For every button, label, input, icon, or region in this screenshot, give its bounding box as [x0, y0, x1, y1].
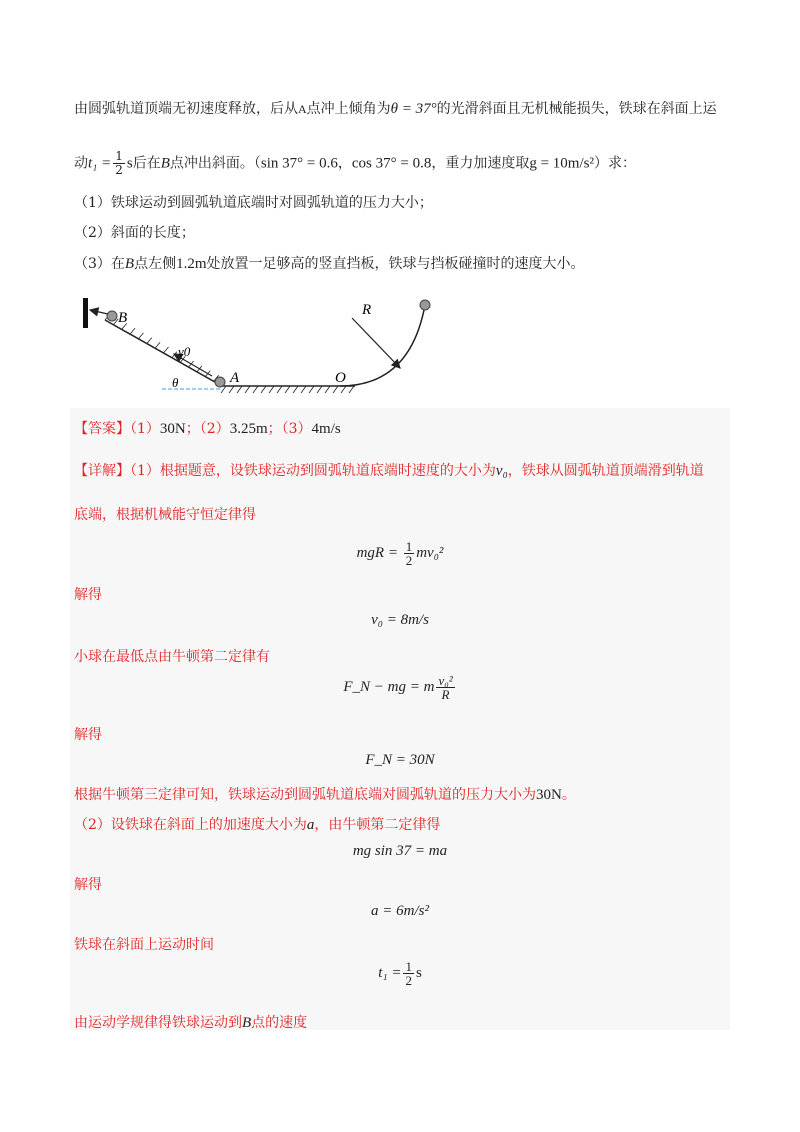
- equation-fn: F_N = 30N: [365, 752, 435, 768]
- label-o: O: [335, 370, 346, 386]
- detail-line-7: [74, 1012, 307, 1032]
- eq-left: mgR =: [356, 544, 398, 561]
- text: 。: [561, 787, 576, 803]
- label-a: A: [230, 370, 240, 386]
- detail-line-1: [74, 460, 704, 480]
- distance-value: 1.2m: [176, 256, 207, 272]
- text: ，重力加速度取: [431, 155, 530, 172]
- question-part-2: （2）斜面的长度；: [74, 225, 195, 241]
- time-fraction: [113, 150, 125, 177]
- sin-value: sin 37° = 0.6: [260, 155, 338, 172]
- hatch-mark: [245, 386, 250, 393]
- answer-tag: 【答案】: [74, 421, 130, 437]
- barrier: [83, 298, 88, 328]
- text: （2）: [199, 421, 230, 437]
- hatch-mark: [325, 386, 330, 393]
- hatch-mark: [285, 386, 290, 393]
- solve-label-2: 解得: [74, 727, 102, 743]
- eq-fraction: [404, 540, 415, 567]
- hatch-mark: [147, 338, 152, 344]
- detail-tag: 【详解】: [74, 463, 130, 479]
- hatch-mark: [164, 347, 169, 353]
- ball-b-velocity-arrow: [90, 310, 108, 314]
- hatch-mark: [138, 333, 143, 339]
- physics-diagram: [70, 290, 450, 402]
- time-unit: s: [126, 155, 133, 172]
- text: 点冲出斜面。（: [169, 155, 261, 172]
- text: 动: [74, 155, 88, 172]
- eq-right: mv₀²: [416, 544, 444, 561]
- fraction-numerator: v₀²: [438, 673, 453, 688]
- hatch-mark: [229, 386, 234, 393]
- equation-incline: mg sin 37 = ma: [352, 843, 448, 859]
- solve-label-1: 解得: [74, 587, 102, 603]
- eq-left: F_N − mg = m: [343, 678, 435, 695]
- hatch-mark: [317, 386, 322, 393]
- text: 的光滑斜面且无机械能损失，铁球在斜面上运: [436, 101, 717, 117]
- label-b: B: [118, 310, 128, 326]
- text: （3）: [281, 421, 312, 437]
- text: ，由牛顿第二定律得: [314, 817, 441, 833]
- text: 点冲上倾角为: [306, 101, 391, 117]
- ball-at-a: [215, 377, 225, 387]
- point-b-label: B: [160, 155, 170, 172]
- text: 点左侧: [134, 256, 177, 272]
- force-value: 30N: [536, 787, 562, 803]
- point-b-label: B: [242, 1015, 252, 1031]
- text: ；: [185, 421, 200, 437]
- eq-fraction: [403, 960, 414, 987]
- arc-track: [340, 305, 425, 386]
- v0-symbol: v₀: [495, 463, 508, 479]
- label-v0: v0: [178, 344, 191, 359]
- equation-accel: a = 6m/s²: [371, 903, 429, 919]
- point-a-label: A: [298, 102, 307, 116]
- question-part-3: [74, 253, 585, 273]
- detail-line-3: 小球在最低点由牛顿第二定律有: [74, 649, 270, 665]
- label-theta: θ: [172, 375, 179, 390]
- ground-hatching: [221, 386, 354, 393]
- hatch-mark: [293, 386, 298, 393]
- angle-value: θ = 37°: [390, 101, 437, 117]
- point-b-label: B: [124, 256, 135, 272]
- text: 由圆弧轨道顶端无初速度释放，后从: [74, 101, 298, 117]
- answer-line: [74, 418, 341, 438]
- text: （2）设铁球在斜面上的加速度大小为: [74, 817, 307, 833]
- text: 由运动学规律得铁球运动到: [74, 1015, 242, 1031]
- eq-fraction: [436, 674, 454, 701]
- text: 根据牛顿第三定律可知，铁球运动到圆弧轨道底端对圆弧轨道的压力大小为: [74, 787, 536, 803]
- hatch-mark: [237, 386, 242, 393]
- fraction-denominator: 2: [405, 973, 412, 988]
- fraction-numerator: 1: [405, 539, 413, 554]
- hatch-mark: [309, 386, 314, 393]
- text: （3）在: [74, 256, 125, 272]
- accel-symbol: a: [306, 817, 315, 833]
- ball-at-b: [107, 311, 117, 321]
- cos-value: cos 37° = 0.8: [351, 155, 432, 172]
- eq-unit: s: [415, 964, 422, 981]
- text: ；: [267, 421, 282, 437]
- fraction-denominator: R: [441, 687, 450, 702]
- hatch-mark: [349, 386, 354, 393]
- hatch-mark: [261, 386, 266, 393]
- text: 后在: [132, 155, 161, 172]
- detail-line-5: [74, 814, 440, 834]
- hatch-mark: [130, 328, 135, 334]
- text: ，铁球从圆弧轨道顶端滑到轨道: [507, 463, 704, 479]
- equation-energy: [0, 540, 800, 567]
- fraction-denominator: 2: [115, 163, 123, 177]
- text: （1）: [130, 421, 160, 437]
- equation-v0: v₀ = 8m/s: [371, 612, 429, 628]
- label-r: R: [362, 302, 372, 318]
- radius-arrow: [352, 318, 400, 368]
- question-line-1: [74, 98, 717, 118]
- hatch-mark: [253, 386, 258, 393]
- hatch-mark: [277, 386, 282, 393]
- answer-2: 3.25m: [229, 421, 268, 437]
- detail-line-6: 铁球在斜面上运动时间: [74, 937, 214, 953]
- answer-1: 30N: [159, 421, 186, 437]
- eq-left: t₁ =: [378, 964, 402, 981]
- fraction-denominator: 2: [405, 553, 413, 568]
- detail-line-4: [74, 784, 576, 804]
- hatch-mark: [341, 386, 346, 393]
- hatch-mark: [333, 386, 338, 393]
- hatch-mark: [155, 342, 160, 348]
- answer-3: 4m/s: [311, 421, 341, 437]
- fraction-numerator: 1: [405, 959, 412, 974]
- text: 处放置一足够高的竖直挡板，铁球与挡板碰撞时的速度大小。: [206, 256, 585, 272]
- ball-at-top: [420, 300, 430, 310]
- time-symbol: t₁ =: [88, 155, 112, 172]
- question-line-2: [74, 150, 636, 177]
- equation-newton: [0, 674, 800, 701]
- solve-label-3: 解得: [74, 877, 102, 893]
- gravity-value: g = 10m/s²: [529, 155, 594, 172]
- equation-time: [0, 960, 800, 987]
- hatch-mark: [269, 386, 274, 393]
- hatch-mark: [301, 386, 306, 393]
- text: （1）根据题意，设铁球运动到圆弧轨道底端时速度的大小为: [130, 463, 496, 479]
- text: ）求：: [593, 155, 636, 172]
- question-part-1: （1）铁球运动到圆弧轨道底端时对圆弧轨道的压力大小；: [74, 195, 433, 211]
- text: ，: [337, 155, 352, 172]
- detail-line-2: 底端，根据机械能守恒定律得: [74, 507, 256, 523]
- fraction-numerator: 1: [115, 149, 123, 163]
- text: 点的速度: [251, 1015, 308, 1031]
